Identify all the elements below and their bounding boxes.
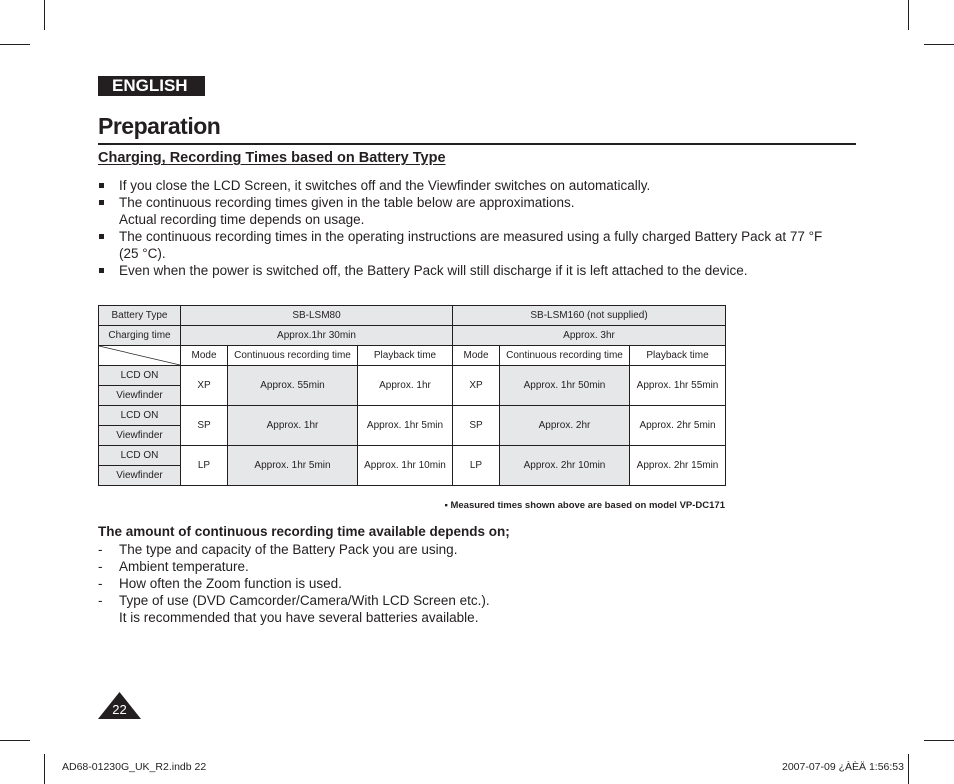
diagonal-header-cell	[99, 346, 181, 366]
playback-time-cell: Approx. 2hr 15min	[630, 446, 726, 486]
page-number-badge	[98, 692, 141, 719]
mode-cell: LP	[453, 446, 500, 486]
row-label-lcd: LCD ON	[99, 366, 181, 386]
battery-name: SB-LSM80	[181, 306, 453, 326]
continuous-time-cell: Approx. 1hr	[228, 406, 358, 446]
mode-cell: SP	[453, 406, 500, 446]
column-header-continuous: Continuous recording time	[500, 346, 630, 366]
dash-item	[98, 575, 838, 592]
playback-time-cell: Approx. 1hr 10min	[358, 446, 453, 486]
bullet-item	[98, 228, 838, 262]
row-label-viewfinder: Viewfinder	[99, 466, 181, 486]
crop-mark	[0, 44, 30, 45]
mode-cell: LP	[181, 446, 228, 486]
charging-time-value: Approx.1hr 30min	[181, 326, 453, 346]
continuous-time-cell: Approx. 1hr 5min	[228, 446, 358, 486]
table-row	[99, 366, 726, 386]
mode-cell: SP	[181, 406, 228, 446]
crop-mark	[908, 0, 909, 30]
bullet-text: If you close the LCD Screen, it switches off and the Viewfinder switches on automatically.	[119, 178, 651, 193]
playback-time-cell: Approx. 1hr 55min	[630, 366, 726, 406]
page-title: Preparation	[98, 113, 221, 139]
crop-mark	[924, 740, 954, 741]
language-tab: ENGLISH	[98, 76, 205, 96]
bullet-item	[98, 262, 838, 279]
table-footnote: ▪ Measured times shown above are based on model VP-DC171	[444, 500, 725, 511]
row-label-viewfinder: Viewfinder	[99, 386, 181, 406]
bullet-list	[98, 177, 838, 279]
amount-heading: The amount of continuous recording time available depends on;	[98, 524, 510, 539]
bullet-text: Even when the power is switched off, the Battery Pack will still discharge if it is left attached to the device.	[119, 263, 748, 278]
bullet-text: (25 °C).	[119, 246, 166, 261]
dash-item	[98, 592, 838, 626]
battery-type-label: Battery Type	[99, 306, 181, 326]
continuous-time-cell: Approx. 55min	[228, 366, 358, 406]
column-header-mode: Mode	[181, 346, 228, 366]
table-row	[99, 406, 726, 426]
continuous-time-cell: Approx. 2hr 10min	[500, 446, 630, 486]
diagonal-line	[99, 346, 180, 365]
page-number: 22	[112, 702, 127, 717]
dash-text: Type of use (DVD Camcorder/Camera/With LCD Screen etc.).	[119, 593, 490, 608]
crop-mark	[924, 44, 954, 45]
section-heading: Charging, Recording Times based on Battery Type	[98, 150, 446, 166]
battery-table	[98, 305, 726, 486]
battery-name: SB-LSM160 (not supplied)	[453, 306, 726, 326]
continuous-time-cell: Approx. 1hr 50min	[500, 366, 630, 406]
footer-file-info: AD68-01230G_UK_R2.indb 22	[62, 761, 207, 773]
dash-item	[98, 541, 838, 558]
row-label-lcd: LCD ON	[99, 446, 181, 466]
column-header-playback: Playback time	[358, 346, 453, 366]
footer-timestamp: 2007-07-09 ¿ÀÈÄ 1:56:53	[781, 761, 904, 773]
crop-mark	[908, 754, 909, 784]
column-header-playback: Playback time	[630, 346, 726, 366]
dash-text: It is recommended that you have several batteries available.	[119, 610, 479, 625]
playback-time-cell: Approx. 2hr 5min	[630, 406, 726, 446]
table-row	[99, 446, 726, 466]
continuous-time-cell: Approx. 2hr	[500, 406, 630, 446]
bullet-text: Actual recording time depends on usage.	[119, 212, 365, 227]
bullet-item	[98, 177, 838, 194]
crop-mark	[44, 0, 45, 30]
charging-time-value: Approx. 3hr	[453, 326, 726, 346]
row-label-lcd: LCD ON	[99, 406, 181, 426]
title-divider	[98, 143, 856, 145]
bullet-text: The continuous recording times given in the table below are approximations.	[119, 195, 575, 210]
bullet-item	[98, 194, 838, 228]
playback-time-cell: Approx. 1hr 5min	[358, 406, 453, 446]
playback-time-cell: Approx. 1hr	[358, 366, 453, 406]
column-header-continuous: Continuous recording time	[228, 346, 358, 366]
dash-item	[98, 558, 838, 575]
dash-text: The type and capacity of the Battery Pack you are using.	[119, 542, 458, 557]
row-label-viewfinder: Viewfinder	[99, 426, 181, 446]
bullet-text: The continuous recording times in the operating instructions are measured using a fully charged Battery Pack at 77 °F	[119, 229, 823, 244]
crop-mark	[44, 754, 45, 784]
charging-time-label: Charging time	[99, 326, 181, 346]
column-header-mode: Mode	[453, 346, 500, 366]
dash-text: How often the Zoom function is used.	[119, 576, 342, 591]
dash-text: Ambient temperature.	[119, 559, 249, 574]
dash-list	[98, 541, 838, 626]
mode-cell: XP	[453, 366, 500, 406]
mode-cell: XP	[181, 366, 228, 406]
crop-mark	[0, 740, 30, 741]
